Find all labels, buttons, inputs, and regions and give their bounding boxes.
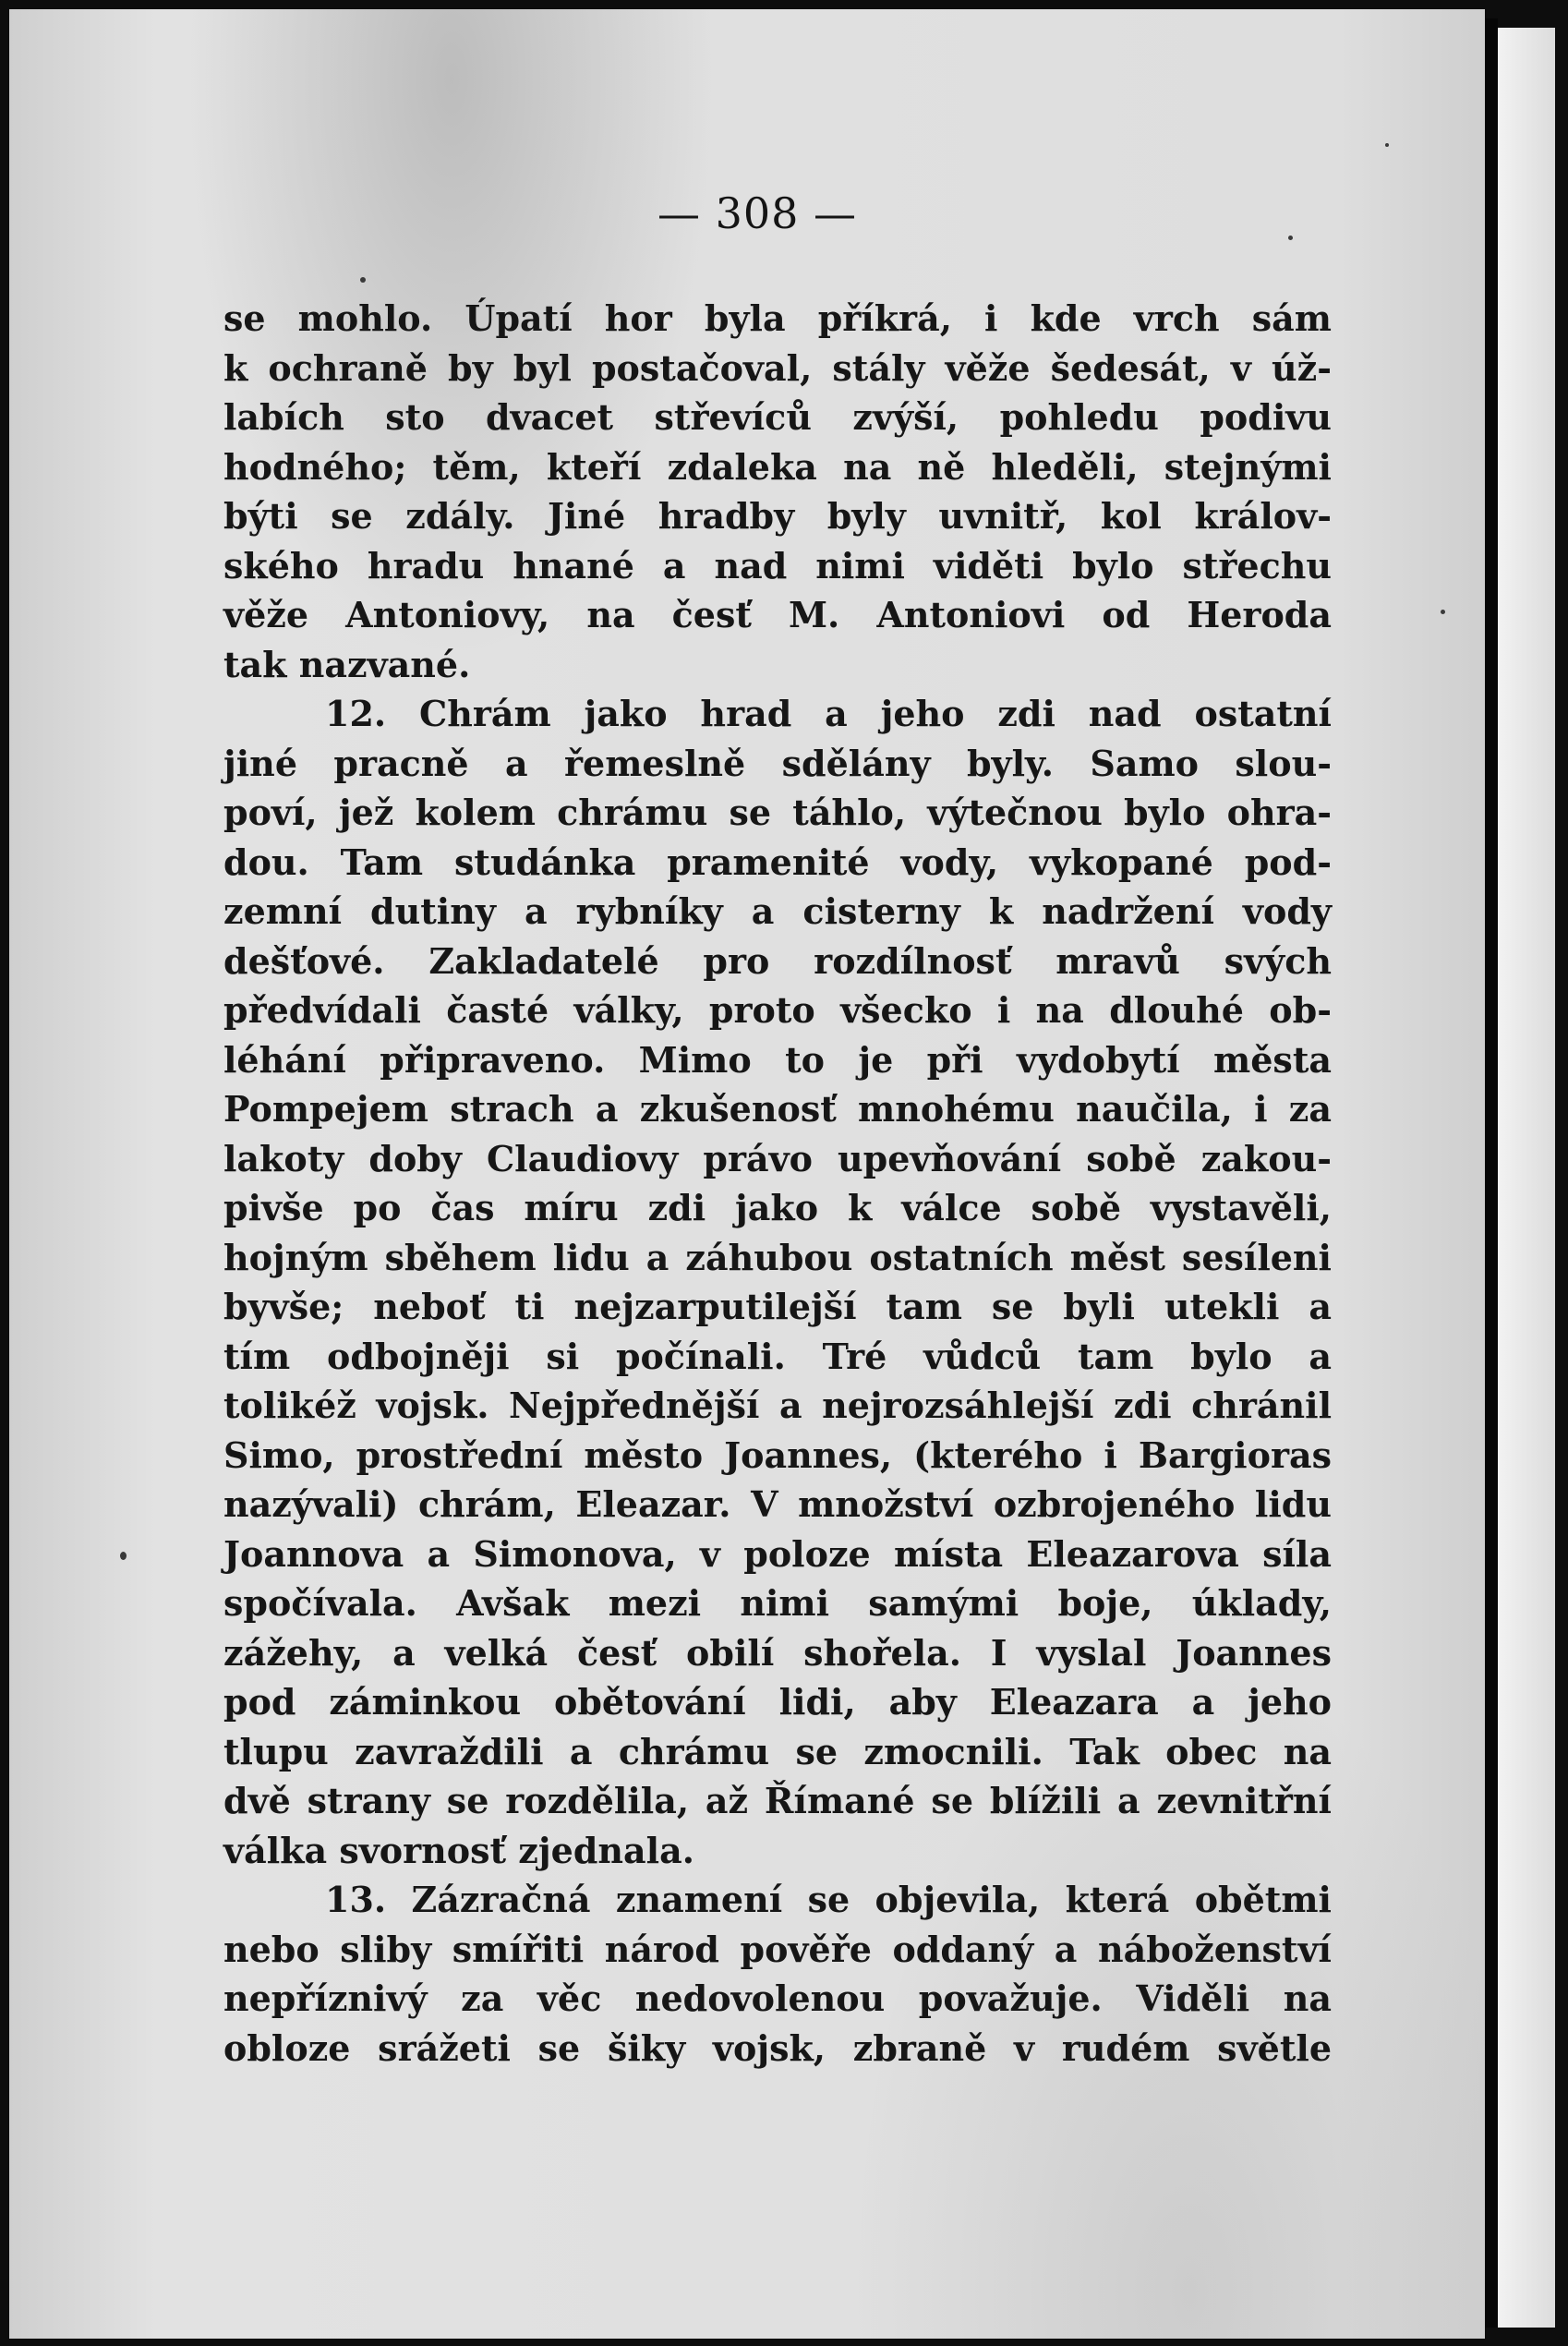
scan-speck [1441, 610, 1445, 614]
text-line: tím odbojněji si počínali. Tré vůdců tam bylo a [223, 1335, 1332, 1377]
text-line: tlupu zavraždili a chrámu se zmocnili. Tak obec na [223, 1730, 1332, 1772]
text-line: válka svornosť zjednala. [223, 1829, 694, 1871]
text-line: dvě strany se rozdělila, až Římané se blížili a zevnitřní [223, 1780, 1332, 1821]
binding-shadow [1485, 18, 1498, 2328]
text-line: tolikéž vojsk. Nejpřednější a nejrozsáhlejší zdi chránil [223, 1385, 1332, 1426]
text-line: nazývali) chrám, Eleazar. V množství ozbrojeného lidu [223, 1483, 1332, 1525]
text-line: věže Antoniovy, na česť M. Antoniovi od Heroda [223, 594, 1332, 635]
text-line: pod záminkou obětování lidi, aby Eleazara a jeho [223, 1681, 1332, 1723]
text-line: 12. Chrám jako hrad a jeho zdi nad ostatní [325, 693, 1332, 734]
text-line: hojným sběhem lidu a záhubou ostatních měst sesíleni [223, 1236, 1332, 1278]
text-line: dou. Tam studánka pramenité vody, vykopané pod- [223, 840, 1332, 883]
text-line: tak nazvané. [223, 643, 471, 685]
page-number: — 308 — [657, 188, 858, 238]
text-line: poví, jež kolem chrámu se táhlo, výtečnou bylo ohra- [223, 792, 1332, 833]
text-line: dešťové. Zakladatelé pro rozdílnosť mravů svých [223, 939, 1332, 982]
text-line: Pompejem strach a zkušenosť mnohému naučila, i za [223, 1088, 1332, 1130]
body-text [223, 294, 1332, 2073]
text-line: byvše; neboť ti nejzarputilejší tam se byli utekli a [223, 1286, 1332, 1327]
text-line: se mohlo. Úpatí hor byla příkrá, i kde vrch sám [223, 297, 1332, 339]
text-line: lakoty doby Claudiovy právo upevňování sobě zakou- [223, 1137, 1332, 1179]
text-line: jiné pracně a řemeslně sdělány byly. Samo slou- [223, 742, 1332, 784]
text-line: zemní dutiny a rybníky a cisterny k nadržení vody [223, 890, 1332, 932]
text-line: léhání připraveno. Mimo to je při vydobytí města [223, 1038, 1332, 1081]
text-line: labích sto dvacet střevíců zvýší, pohledu podivu [223, 396, 1332, 438]
text-line: ského hradu hnané a nad nimi viděti bylo střechu [223, 544, 1332, 586]
text-line: Simo, prostřední město Joannes, (kterého i Bargioras [223, 1433, 1332, 1476]
text-line: nepříznivý za věc nedovolenou považuje. Viděli na [223, 1977, 1332, 2019]
scan-speck [1385, 143, 1389, 147]
text-line: k ochraně by byl postačoval, stály věže šedesát, v úž- [223, 346, 1332, 389]
text-line: býti se zdály. Jiné hradby byly uvnitř, kol králov- [223, 495, 1332, 537]
scan-speck [360, 277, 366, 283]
text-line: předvídali časté války, proto všecko i na dlouhé ob- [223, 989, 1332, 1031]
text-line: 13. Zázračná znamení se objevila, která obětmi [325, 1879, 1332, 1920]
text-line: zážehy, a velká česť obilí shořela. I vyslal Joannes [223, 1631, 1332, 1674]
text-line: obloze srážeti se šiky vojsk, zbraně v rudém světle [223, 2026, 1332, 2069]
text-line: pivše po čas míru zdi jako k válce sobě vystavěli, [223, 1187, 1332, 1228]
text-line: nebo sliby smířiti národ pověře oddaný a náboženství [223, 1928, 1332, 1970]
scan-speck [120, 1552, 127, 1560]
text-line: spočívala. Avšak mezi nimi samými boje, úklady, [223, 1582, 1332, 1624]
adjacent-page-edge [1498, 28, 1555, 2328]
text-line: hodného; těm, kteří zdaleka na ně hleděli, stejnými [223, 445, 1332, 488]
text-line: Joannova a Simonova, v poloze místa Eleazarova síla [223, 1532, 1332, 1575]
